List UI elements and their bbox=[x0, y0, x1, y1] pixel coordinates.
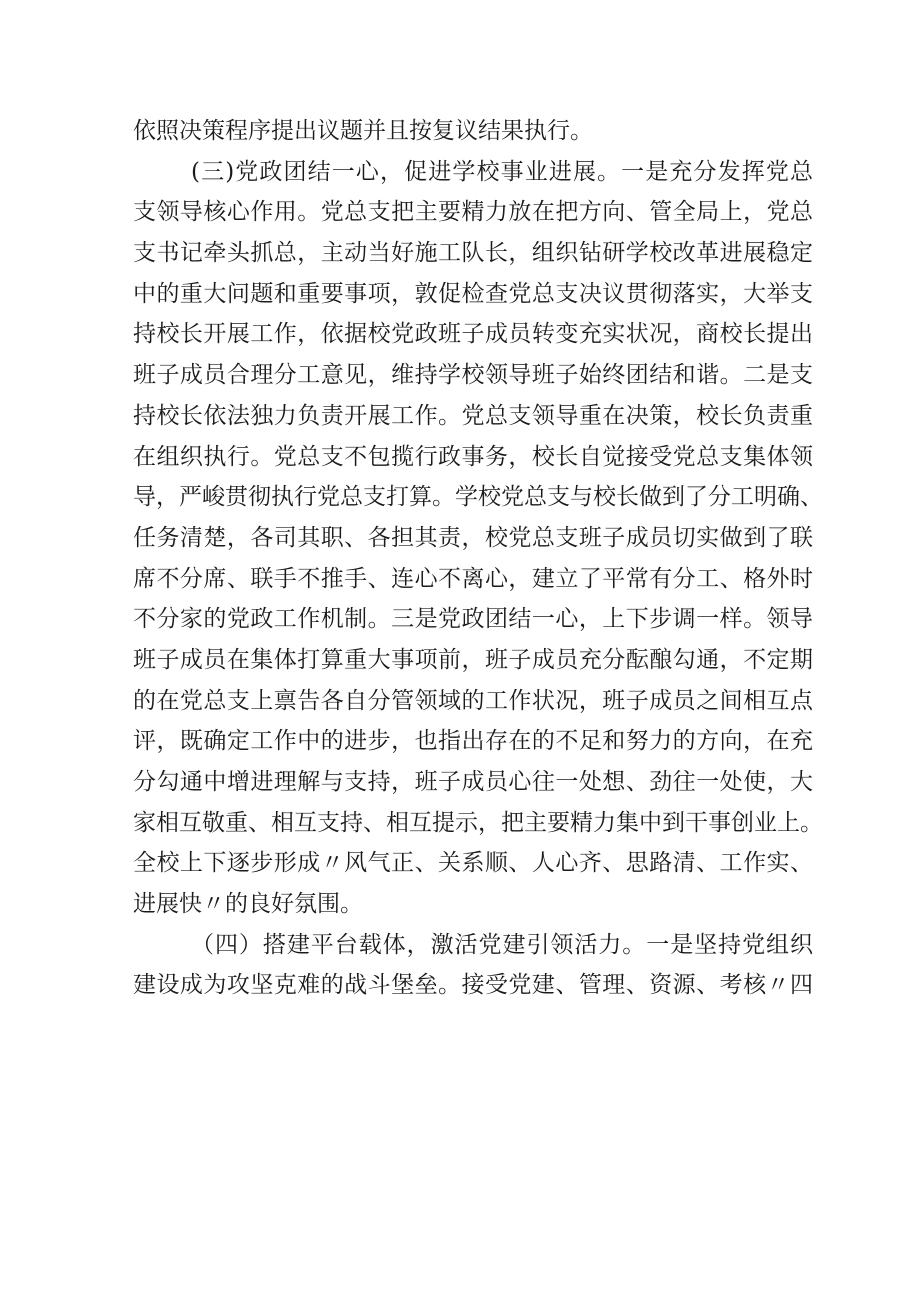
paragraph-line: 分勾通中增进理解与支持，班子成员心往一处想、劲往一处使，大 bbox=[133, 769, 813, 795]
paragraph-line: （四）搭建平台载体，激活党建引领活力。一是坚持党组织 bbox=[191, 931, 813, 958]
paragraph-line: 不分家的党政工作机制。三是党政团结一心，上下步调一样。领导 bbox=[133, 606, 813, 633]
paragraph-line: 依照决策程序提出议题并且按复议结果执行。 bbox=[133, 118, 593, 144]
paragraph-line: 席不分席、联手不推手、连心不离心，建立了平常有分工、格外时 bbox=[133, 565, 813, 592]
paragraph-line: 导，严峻贯彻执行党总支打算。学校党总支与校长做到了分工明确、 bbox=[133, 484, 823, 511]
paragraph-line: 支书记牵头抓总，主动当好施工队长，组织钻研学校改革进展稳定 bbox=[133, 240, 813, 267]
paragraph-line: 的在党总支上禀告各自分管领域的工作状况，班子成员之间相互点 bbox=[133, 687, 813, 714]
paragraph-line: 班子成员合理分工意见，维持学校领导班子始终团结和谐。二是支 bbox=[133, 362, 813, 389]
paragraph-line: 在组织执行。党总支不包揽行政事务，校长自觉接受党总支集体领 bbox=[133, 443, 813, 470]
paragraph-line: 进展快〃的良好氛围。 bbox=[133, 891, 363, 918]
paragraph-line: 任务清楚，各司其职、各担其责，校党总支班子成员切实做到了联 bbox=[133, 524, 813, 551]
paragraph-line: 支领导核心作用。党总支把主要精力放在把方向、管全局上，党总 bbox=[133, 199, 813, 226]
document-body bbox=[133, 111, 823, 1006]
paragraph-line: 全校上下逐步形成〃风气正、关系顺、人心齐、思路清、工作实、 bbox=[133, 850, 813, 877]
paragraph-line: 中的重大问题和重要事项，敦促检查党总支决议贯彻落实，大举支 bbox=[133, 280, 813, 307]
paragraph-line: 建设成为攻坚克难的战斗堡垒。接受党建、管理、资源、考核〃四 bbox=[133, 972, 813, 999]
paragraph-line: 持校长开展工作，依据校党政班子成员转变充实状况，商校长提出 bbox=[133, 321, 813, 348]
paragraph-line: 班子成员在集体打算重大事项前，班子成员充分酝酿勾通，不定期 bbox=[133, 646, 813, 673]
paragraph-line: (三)党政团结一心，促进学校事业进展。一是充分发挥党总 bbox=[191, 158, 813, 185]
paragraph-line: 评，既确定工作中的进步，也指出存在的不足和努力的方向，在充 bbox=[133, 728, 813, 755]
paragraph-line: 持校长依法独力负责开展工作。党总支领导重在决策，校长负责重 bbox=[133, 402, 813, 429]
paragraph-line: 家相互敬重、相互支持、相互提示，把主要精力集中到干事创业上。 bbox=[133, 809, 823, 836]
